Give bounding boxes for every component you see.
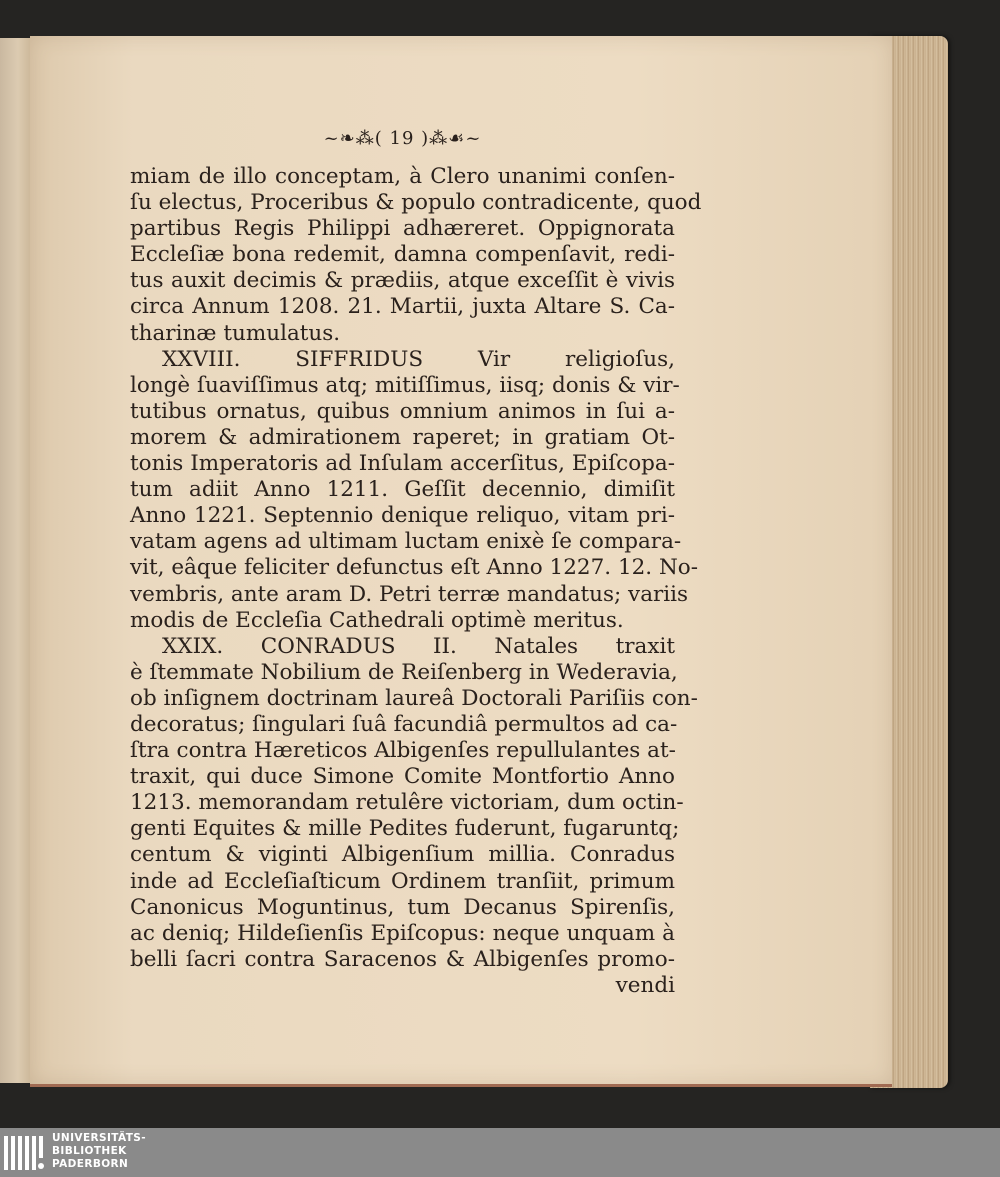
text-line: inde ad Eccleſiaſticum Ordinem tranſiit, primum (130, 868, 675, 894)
text-line: modis de Eccleſia Cathedrali optimè meritus. (130, 607, 624, 633)
text-line: morem & admirationem raperet; in gratiam Ot- (130, 424, 675, 450)
text-line: tum adiit Anno 1211. Geſſit decennio, dimiſit (130, 477, 675, 503)
logo-line-1: UNIVERSITÄTS- (52, 1132, 147, 1144)
ornament-left: ~❧⁂( (323, 128, 383, 149)
text-line: vatam agens ad ultimam luctam enixè ſe compara- (130, 529, 682, 555)
library-logo-text (52, 1132, 146, 1171)
text-line: longè ſuaviſſimus atq; mitiſſimus, iisq; donis & vir- (130, 372, 680, 398)
text-line: XXIX. CONRADUS II. Natales traxit (162, 633, 675, 659)
text-line: belli ſacri contra Saracenos & Albigenſes promo- (130, 946, 675, 972)
running-head (130, 128, 675, 149)
library-footer (0, 1128, 1000, 1177)
text-line: centum & viginti Albigenſium millia. Conradus (130, 842, 675, 868)
library-logo-icon (4, 1134, 48, 1172)
ornament-right: )⁂☙~ (421, 128, 482, 149)
logo-line-3: PADERBORN (52, 1158, 129, 1170)
text-line: tonis Imperatoris ad Inſulam accerſitus, Epiſcopa- (130, 451, 675, 477)
left-page-edge (0, 38, 32, 1083)
text-line: genti Equites & mille Pedites fuderunt, fugaruntq; (130, 816, 680, 842)
text-line: è ſtemmate Nobilium de Reiſenberg in Wederavia, (130, 659, 678, 685)
text-line: ac deniq; Hildeſienſis Epiſcopus: neque unquam à (130, 920, 675, 946)
text-lines (130, 164, 702, 999)
text-line: Eccleſiæ bona redemit, damna compenſavit, redi- (130, 242, 675, 268)
text-line: 1213. memorandam retulêre victoriam, dum octin- (130, 790, 684, 816)
text-line: decoratus; ſingulari ſuâ facundiâ permultos ad ca- (130, 711, 678, 737)
text-line: ſtra contra Hæreticos Albigenſes repullulantes at- (130, 738, 676, 764)
text-line: traxit, qui duce Simone Comite Montfortio Anno (130, 764, 675, 790)
text-line: XXVIII. SIFFRIDUS Vir religioſus, (162, 346, 675, 372)
text-line: tus auxit decimis & prædiis, atque exceſſit è vivis (130, 268, 675, 294)
logo-line-2: BIBLIOTHEK (52, 1145, 127, 1157)
text-line: ob inſignem doctrinam laureâ Doctorali Pariſiis con- (130, 685, 698, 711)
text-line: vit, eâque feliciter defunctus eſt Anno 1227. 12. No- (130, 555, 698, 581)
page-number: 19 (389, 128, 415, 149)
text-line: Canonicus Moguntinus, tum Decanus Spirenſis, (130, 894, 675, 920)
text-line: tutibus ornatus, quibus omnium animos in ſui a- (130, 398, 675, 424)
text-line: partibus Regis Philippi adhæreret. Oppignorata (130, 216, 675, 242)
text-line: vembris, ante aram D. Petri terræ mandatus; variis (130, 581, 689, 607)
text-line: circa Annum 1208. 21. Martii, juxta Altare S. Ca- (130, 294, 675, 320)
text-line: miam de illo conceptam, à Clero unanimi conſen- (130, 164, 675, 189)
text-line: vendi (615, 972, 675, 998)
text-line: ſu electus, Proceribus & populo contradicente, quod (130, 190, 702, 216)
text-line: Anno 1221. Septennio denique reliquo, vitam pri- (130, 503, 675, 529)
text-line: tharinæ tumulatus. (130, 320, 341, 346)
